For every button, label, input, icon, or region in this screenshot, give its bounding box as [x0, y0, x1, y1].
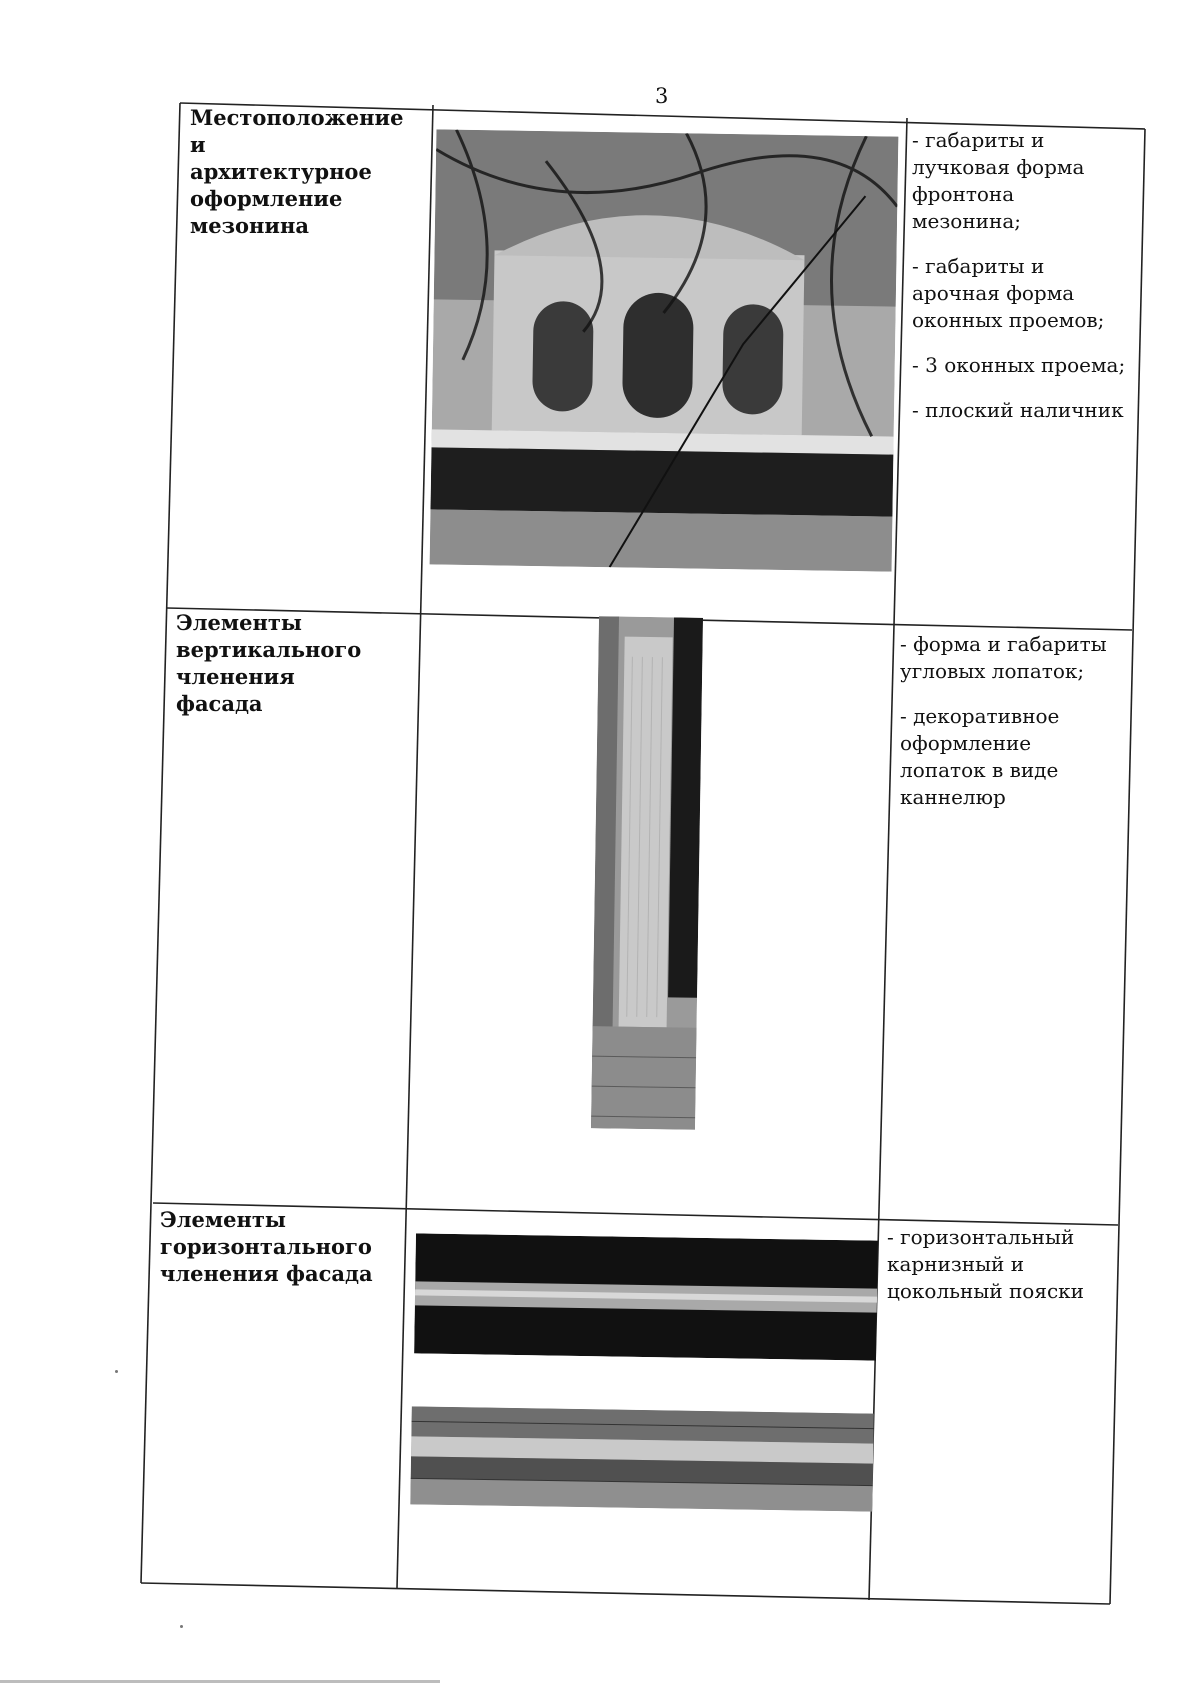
row-title-horizontal: Элементы горизонтального членения фасада [160, 1207, 373, 1286]
row-desc-mezzanine [912, 127, 1127, 442]
belts-photo-lower [410, 1406, 873, 1511]
pilaster-photo [591, 616, 703, 1130]
row-desc-vertical [900, 631, 1115, 829]
desc-item: - габариты и лучковая форма фронтона мезонина; [912, 128, 1085, 233]
page-number: 3 [655, 84, 669, 108]
belts-photo-upper [414, 1233, 878, 1360]
row-desc-horizontal [887, 1224, 1102, 1323]
row-title-mezzanine: Местоположение и архитектурное оформление мезонина [190, 105, 404, 238]
desc-item: - габариты и арочная форма оконных проемов; [912, 254, 1105, 332]
desc-item: - форма и габариты угловых лопаток; [900, 632, 1107, 683]
scan-speck [180, 1625, 183, 1628]
row-title-vertical: Элементы вертикального членения фасада [176, 610, 362, 716]
desc-item: - горизонтальный карнизный и цокольный пояски [887, 1225, 1084, 1303]
desc-item: - плоский наличник [912, 398, 1124, 422]
mezzanine-photo [430, 129, 899, 571]
desc-item: - 3 оконных проема; [912, 353, 1126, 377]
desc-item: - декоративное оформление лопаток в виде каннелюр [900, 704, 1060, 809]
scan-edge-line [0, 1680, 440, 1683]
scan-speck [115, 1370, 118, 1373]
